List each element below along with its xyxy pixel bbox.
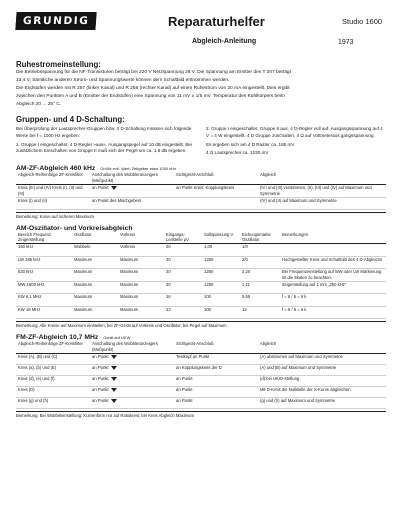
- table-cell-text: 1280: [204, 256, 214, 262]
- ruhestrom-line: zwischen den Punkten A und B (Emitter der Endstufen) eine Spannung von 11 mV ± 1/5 mV. Temperatur des Kühlkörpers beim: [16, 93, 285, 99]
- gruppen-paragraph: 1. Gruppe I eingeschaltet, 4 D-Regler »aus«. Ausgangspegel auf 10 dB eingestellt. Bei zusätzlichem Einschalten von Gruppe II muß sich der Pegel um ca. 1,8 dB ergeben.: [16, 141, 192, 154]
- table-cell: [258, 398, 386, 409]
- fm-zf-note: Gerät auf UKW: [103, 335, 131, 341]
- table-cell: [90, 376, 174, 387]
- gruppen-paragraph: Es ergeben sich am 4 D Raster ca. 185 mV: [206, 141, 295, 147]
- table-cell: [174, 387, 258, 398]
- table-cell-text: Hochgestellter Kreis und Schaltbild des 4 D-Abgleichs: [282, 256, 383, 262]
- table-cell: [280, 294, 386, 307]
- table-cell: [164, 269, 202, 282]
- table-cell-text: an Punkt: [176, 387, 193, 393]
- table-cell: [16, 398, 90, 409]
- table-cell: [16, 294, 72, 307]
- table-header: Bemerkungen: [280, 232, 386, 244]
- signal-triangle-icon: [111, 186, 117, 190]
- ruhestrom-text: [16, 70, 386, 109]
- table-cell: [164, 294, 202, 307]
- table-cell: [280, 244, 386, 257]
- table-cell: [174, 398, 258, 409]
- table-cell: [72, 294, 118, 307]
- table-cell-text: an Punkt: [176, 398, 193, 404]
- table-cell-text: 20: [166, 269, 171, 275]
- ruhestrom-section: [16, 60, 386, 109]
- table-header: Anschaltung des Wobbleranzeigers (Meßpunkt): [90, 341, 174, 353]
- table-cell: [90, 387, 174, 398]
- table-cell-text: Mit D-Kreis die Nullstelle der S-Kurve abgleichen: [260, 387, 351, 393]
- table-header: Bereich Frequenz Zeigerstellung: [16, 232, 72, 244]
- table-cell-text: 20: [166, 256, 171, 262]
- table-cell-text: Testkopf an Punkt: [176, 354, 210, 360]
- table-row: [16, 269, 386, 282]
- table-row: [16, 244, 386, 257]
- table-row: [16, 185, 386, 197]
- signal-triangle-icon: [111, 388, 117, 392]
- table-row: [16, 306, 386, 319]
- table-cell-text: 12: [242, 306, 247, 312]
- table-header: Abgleich: [258, 341, 386, 353]
- gruppen-paragraph: 4 Ω Lautsprecher ca. 1030 mV: [206, 150, 269, 156]
- table-cell: [258, 376, 386, 387]
- table-row: [16, 398, 386, 409]
- table-cell-text: Maximum: [120, 256, 139, 262]
- table-cell-text: 20: [166, 244, 171, 250]
- table-cell: [280, 306, 386, 319]
- table-cell-text: Maximum: [120, 294, 139, 300]
- table-cell: [258, 354, 386, 365]
- gruppen-section: [16, 115, 386, 160]
- table-cell: [174, 354, 258, 365]
- table-cell-text: 2,20: [242, 269, 251, 275]
- table-cell-text: f = 6 / 6 = 6 k: [282, 294, 307, 300]
- table-cell: (IV) und (II) auf Maximum und Symmetrie: [258, 197, 386, 209]
- table-cell: [118, 306, 164, 319]
- table-row: [16, 354, 386, 365]
- table-cell: [118, 281, 164, 294]
- fm-zf-table: [16, 341, 386, 409]
- table-cell-text: an Punkt: [92, 376, 109, 382]
- table-row: [16, 197, 386, 209]
- am-zf-heading: AM-ZF-Abgleich 460 kHz: [16, 165, 96, 173]
- table-cell: [202, 244, 240, 257]
- signal-triangle-icon: [111, 366, 117, 370]
- table-header: Sichtgerät-Anschluß: [174, 341, 258, 353]
- table-cell-text: Maximum: [74, 294, 93, 300]
- table-row: [16, 376, 386, 387]
- table-cell: Kreis (III) und (IV) Kreis (I), (II) und (III): [16, 185, 90, 197]
- signal-triangle-icon: [111, 355, 117, 359]
- table-header: Eingangs-Leitstelle µV: [164, 232, 202, 244]
- am-zf-footer: Bemerkung: Kurve auf sicheren Maximum: [16, 212, 386, 219]
- table-header: Sollspannung V: [202, 232, 240, 244]
- table-cell: [72, 306, 118, 319]
- am-zf-table: [16, 172, 386, 209]
- table-cell-text: 5,55: [242, 294, 251, 300]
- table-header: Sichtgerät-Anschluß: [174, 172, 258, 184]
- fm-zf-heading: FM-ZF-Abgleich 10,7 MHz: [16, 334, 99, 342]
- table-cell: [16, 354, 90, 365]
- table-cell-text: (d) bei UKW-Stellung: [260, 376, 300, 382]
- table-header: Abgleich: [258, 172, 386, 184]
- table-cell-text: an Punkt: [92, 185, 109, 191]
- signal-triangle-icon: [111, 399, 117, 403]
- table-cell-text: (g) und (h) auf Maximum und Symmetrie: [260, 398, 336, 404]
- table-cell: [16, 387, 90, 398]
- table-cell-text: Maximum: [74, 269, 93, 275]
- table-header: Abgleich-Reihenfolge ZF-Kreisfilter: [16, 172, 90, 184]
- page-title: Reparaturhelfer: [168, 14, 265, 29]
- table-cell-text: Maximum: [120, 281, 139, 287]
- table-cell-text: Kreis (d), (e) und (f): [18, 376, 55, 382]
- table-cell-text: an Punkt: [92, 365, 109, 371]
- table-cell-text: MW 1600 kHz: [18, 281, 45, 287]
- fm-zf-footer: Bemerkung: Bei Wobbeleinstellung: Kurvenform nur auf Ratiokreis; bei Kreis Abgleich Maximum: [16, 411, 386, 418]
- am-zf-title: [16, 165, 386, 172]
- table-row: [16, 365, 386, 376]
- table-cell-text: Kreis (a), (b) und (E): [18, 365, 57, 371]
- table-cell: Kreis (I) und (II): [16, 197, 90, 209]
- year-label: 1973: [338, 39, 354, 46]
- table-cell: [16, 256, 72, 269]
- gruppen-paragraph: Bei Überprüfung der Lautsprecher-Gruppen bzw. 4 D-Schaltung müssen sich folgende Werte bei f = 1000 Hz ergeben:: [16, 125, 192, 138]
- table-cell: [258, 387, 386, 398]
- gruppen-left-column: [16, 126, 196, 160]
- ruhestrom-line: Abgleich 20 ... 25° C.: [16, 101, 62, 107]
- table-cell-text: 16: [166, 294, 171, 300]
- table-cell-text: 1,11: [242, 281, 250, 287]
- table-cell-text: an Punkt: [176, 376, 193, 382]
- table-cell-text: 1280: [204, 269, 214, 275]
- gruppen-right-column: [206, 126, 386, 160]
- table-cell-text: Maximum: [120, 306, 139, 312]
- table-cell: [16, 244, 72, 257]
- am-osc-heading: AM-Oszillator- und Vorkreisabgleich: [16, 224, 133, 232]
- table-cell: [174, 197, 258, 209]
- table-cell: [90, 398, 174, 409]
- table-cell: [280, 269, 386, 282]
- table-cell: [118, 244, 164, 257]
- table-cell-text: Bei Frequenzeinstellung auf MW oder LW Markierung ist die Skalen zu beachten.: [282, 269, 382, 281]
- table-cell-text: 100: [204, 294, 211, 300]
- table-cell: [16, 365, 90, 376]
- table-cell: [240, 269, 280, 282]
- ruhestrom-line: 13,4 V. Sämtliche anderen Strom- und Spannungswerte können dem Schaltbild entnommen werden.: [16, 77, 230, 83]
- table-cell: [90, 365, 174, 376]
- table-cell: an Punkt Kreis: Kopplungskreis: [174, 185, 258, 197]
- am-osc-title: [16, 225, 386, 232]
- table-cell-text: KW 18 MHz: [18, 306, 41, 312]
- gruppen-heading: Gruppen- und 4 D-Schaltung:: [16, 114, 125, 124]
- table-cell-text: an Punkt: [92, 398, 109, 404]
- table-cell-text: Wobbeln: [74, 244, 91, 250]
- am-osc-table: [16, 232, 386, 320]
- table-cell: [118, 269, 164, 282]
- am-zf-note: Größe evtl. Wert; Zeitgeber etwa 1000 kHz: [100, 166, 177, 172]
- table-header: Eichungsmarke Oszillator: [240, 232, 280, 244]
- table-cell: [280, 281, 386, 294]
- table-cell-text: 1/0: [242, 244, 248, 250]
- fm-zf-title: [16, 334, 386, 341]
- table-cell: [280, 256, 386, 269]
- table-cell-text: 100: [204, 306, 211, 312]
- table-header: Abgleich-Reihenfolge ZF-Kreisfilter: [16, 341, 90, 353]
- table-cell-text: Maximum: [74, 306, 93, 312]
- table-cell: [202, 294, 240, 307]
- table-cell: [202, 281, 240, 294]
- table-cell-text: KW 6,1 MHz: [18, 294, 42, 300]
- table-cell: [240, 244, 280, 257]
- table-cell: [16, 376, 90, 387]
- table-cell: [174, 376, 258, 387]
- table-cell-text: Maximum: [74, 256, 93, 262]
- ruhestrom-line: Die Betriebsspannung für die NF-Transistoren beträgt bei 220 V Netzspannung 28 V. Die Spannung am Emitter des T 207 beträgt: [16, 70, 291, 75]
- table-cell: [72, 269, 118, 282]
- table-cell: [16, 269, 72, 282]
- table-cell: [72, 244, 118, 257]
- table-cell: [258, 365, 386, 376]
- table-cell-text: LW 285 kHz: [18, 256, 41, 262]
- model-label: Studio 1600: [342, 17, 383, 26]
- ruhestrom-heading: Ruhestromeinstellung:: [16, 60, 101, 69]
- table-cell-text: an Kopplungskreis der D: [176, 365, 222, 371]
- table-cell-text: Kreis (A), (B) und (C): [18, 354, 58, 360]
- table-cell-text: 1,00: [204, 244, 213, 250]
- table-cell: [72, 256, 118, 269]
- signal-triangle-icon: [111, 377, 117, 381]
- table-cell-text: Kreis (g) und (h): [18, 398, 49, 404]
- table-cell-text: 150 kHz: [18, 244, 34, 250]
- table-cell-text: (A) und (B) auf Maximum und Symmetrie: [260, 365, 337, 371]
- table-header: Anschaltung des Wobbleranzeigers (Meßpunkt): [90, 172, 174, 184]
- table-cell-text: 1280: [204, 281, 214, 287]
- table-cell: [16, 306, 72, 319]
- table-cell: [72, 281, 118, 294]
- table-cell: [118, 256, 164, 269]
- table-cell-text: 520 kHz: [18, 269, 34, 275]
- table-cell: [164, 256, 202, 269]
- table-cell-text: Zeigerstellung auf 1 mm „250 kHz“: [282, 281, 347, 287]
- table-cell-text: f = 6 / 6 = 6 k: [282, 306, 307, 312]
- gruppen-columns: [16, 126, 386, 160]
- header: [16, 12, 386, 56]
- table-cell: [164, 244, 202, 257]
- table-cell: [90, 354, 174, 365]
- table-cell: [202, 269, 240, 282]
- table-cell-text: an Punkt: [92, 354, 109, 360]
- table-cell: an Punkt des Mischgebers: [90, 197, 174, 209]
- table-cell-text: Kreis (D): [18, 387, 35, 393]
- table-cell-text: 12: [166, 306, 171, 312]
- table-cell: [240, 281, 280, 294]
- table-cell: [240, 294, 280, 307]
- table-cell: [174, 365, 258, 376]
- table-cell: [16, 281, 72, 294]
- table-row: [16, 281, 386, 294]
- table-row: [16, 387, 386, 398]
- table-cell: [164, 281, 202, 294]
- table-cell-text: (A) abstimmen auf Maximum und Symmetrie: [260, 354, 343, 360]
- table-cell-text: an Punkt: [92, 387, 109, 393]
- table-cell: [90, 185, 174, 197]
- table-cell: [164, 306, 202, 319]
- table-cell-text: Maximum: [74, 281, 93, 287]
- page-subtitle: Abgleich-Anleitung: [192, 38, 257, 45]
- gruppen-paragraph: 2. Gruppe I eingeschaltet, Gruppe II aus, 4 D-Regler voll auf. Ausgangsspannung auf 4 V = 4 W eingestellt. 4 D Gruppe zuschalten, 4 Ω auf Voltmeteraus gangsspannung.: [206, 125, 383, 138]
- table-cell: [240, 306, 280, 319]
- table-cell: [202, 256, 240, 269]
- table-cell-text: Vorkreis: [120, 244, 136, 250]
- table-cell: [202, 306, 240, 319]
- table-cell: (IV) und (III) verstimmen; (II), (III) und (IV) auf Maximum und Symmetrie: [258, 185, 386, 197]
- table-cell: [118, 294, 164, 307]
- grundig-logo: GRUNDIG: [15, 12, 97, 30]
- table-cell-text: 20: [166, 281, 171, 287]
- table-cell-text: Maximum: [120, 269, 139, 275]
- table-cell: [240, 256, 280, 269]
- am-osc-footer: Bemerkung: Alle Kreise auf Maximum einstellen, bei ZF-Gerät auf Vorkreis und Oszillator, bei Pegel auf Maximum: [16, 321, 386, 328]
- table-row: [16, 256, 386, 269]
- table-header: Vorkreis: [118, 232, 164, 244]
- ruhestrom-line: Die Endstufen werden mit R 257 (linker Kanal) und R 258 (rechter Kanal) auf einen Ruhestrom von 20 mA eingestellt. Dies ergibt: [16, 85, 290, 91]
- table-cell-text: 2/0: [242, 256, 248, 262]
- table-row: [16, 294, 386, 307]
- table-header: Oszillator: [72, 232, 118, 244]
